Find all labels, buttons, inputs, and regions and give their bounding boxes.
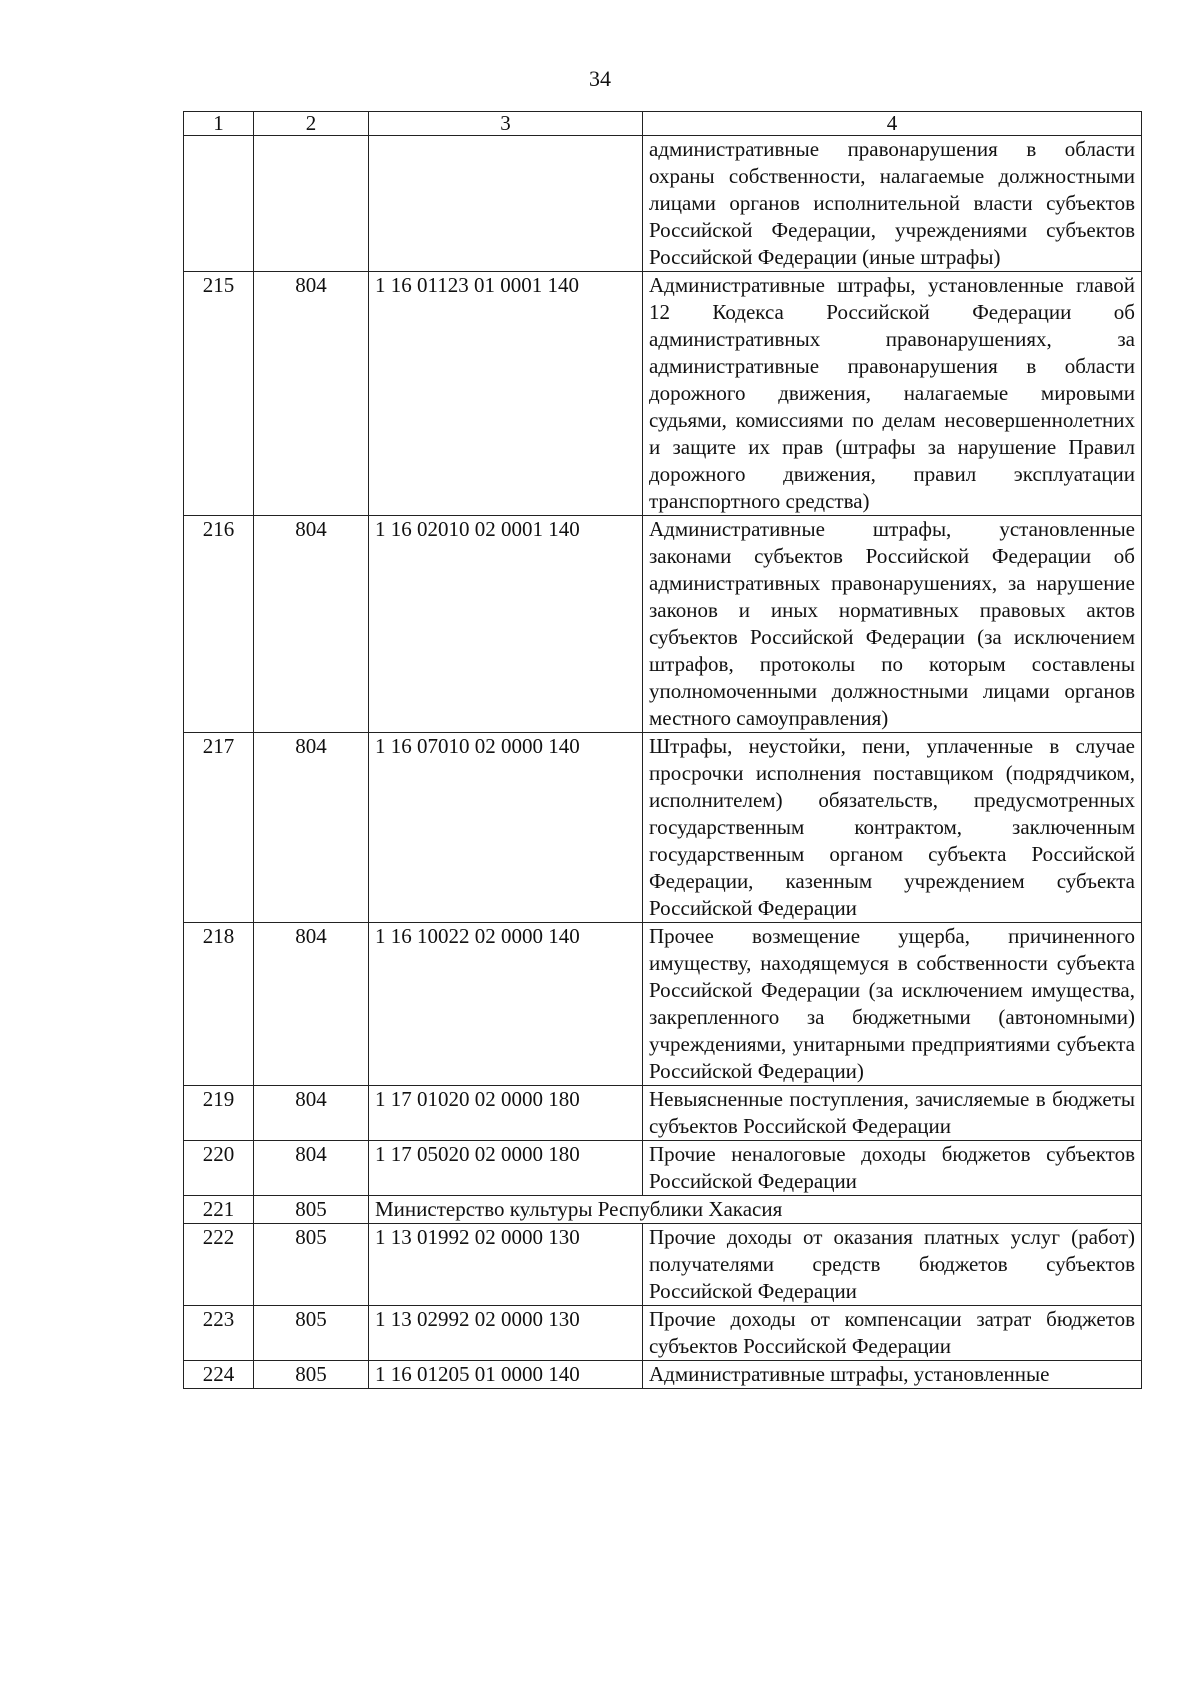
row-number-cell: 219 <box>184 1086 254 1141</box>
table-row <box>184 923 1142 1086</box>
description-cell: Прочее возмещение ущерба, причиненного имуществу, находящемуся в собственности субъекта Российской Федерации (за исключением имущества, закрепленного за бюджетными (автономными) учреждениями, унитарными предприятиями субъекта Российской Федерации) <box>643 923 1142 1086</box>
admin-code-cell: 805 <box>254 1196 369 1224</box>
column-header-3: 3 <box>369 112 643 136</box>
revenue-code-cell: 1 16 10022 02 0000 140 <box>369 923 643 1086</box>
admin-code-cell: 804 <box>254 733 369 923</box>
row-number-cell: 216 <box>184 516 254 733</box>
table-row <box>184 516 1142 733</box>
row-number-cell: 215 <box>184 272 254 516</box>
row-number-cell: 222 <box>184 1224 254 1306</box>
revenue-code-cell: 1 16 01205 01 0000 140 <box>369 1361 643 1389</box>
administrator-name-cell: Министерство культуры Республики Хакасия <box>369 1196 1142 1224</box>
budget-revenue-table <box>183 111 1142 1389</box>
table-row <box>184 733 1142 923</box>
column-header-4: 4 <box>643 112 1142 136</box>
revenue-code-cell: 1 13 02992 02 0000 130 <box>369 1306 643 1361</box>
description-cell: Административные штрафы, установленные <box>643 1361 1142 1389</box>
admin-code-cell <box>254 136 369 272</box>
description-cell: Прочие неналоговые доходы бюджетов субъектов Российской Федерации <box>643 1141 1142 1196</box>
description-cell: Административные штрафы, установленные главой 12 Кодекса Российской Федерации об административных правонарушениях, за административные правонарушения в области дорожного движения, налагаемые мировыми судьями, комиссиями по делам несовершеннолетних и защите их прав (штрафы за нарушение Правил дорожного движения, правил эксплуатации транспортного средства) <box>643 272 1142 516</box>
description-cell: Прочие доходы от компенсации затрат бюджетов субъектов Российской Федерации <box>643 1306 1142 1361</box>
table-row <box>184 1196 1142 1224</box>
table-row <box>184 272 1142 516</box>
revenue-code-cell: 1 16 02010 02 0001 140 <box>369 516 643 733</box>
table-header-row <box>184 112 1142 136</box>
description-cell: Прочие доходы от оказания платных услуг (работ) получателями средств бюджетов субъектов Российской Федерации <box>643 1224 1142 1306</box>
table-rows <box>184 272 1142 1389</box>
row-number-cell: 223 <box>184 1306 254 1361</box>
revenue-code-cell: 1 16 07010 02 0000 140 <box>369 733 643 923</box>
page-number: 34 <box>589 66 611 91</box>
column-header-2: 2 <box>254 112 369 136</box>
admin-code-cell: 805 <box>254 1361 369 1389</box>
description-cell: Административные штрафы, установленные законами субъектов Российской Федерации об административных правонарушениях, за нарушение законов и иных нормативных правовых актов субъектов Российской Федерации (за исключением штрафов, протоколы по которым составлены уполномоченными должностными лицами органов местного самоуправления) <box>643 516 1142 733</box>
row-number-cell: 220 <box>184 1141 254 1196</box>
admin-code-cell: 804 <box>254 516 369 733</box>
revenue-code-cell: 1 17 05020 02 0000 180 <box>369 1141 643 1196</box>
table-row <box>184 1086 1142 1141</box>
description-cell: Невыясненные поступления, зачисляемые в бюджеты субъектов Российской Федерации <box>643 1086 1142 1141</box>
table-row-continued <box>184 136 1142 272</box>
table-row <box>184 1141 1142 1196</box>
admin-code-cell: 804 <box>254 1086 369 1141</box>
admin-code-cell: 805 <box>254 1306 369 1361</box>
admin-code-cell: 805 <box>254 1224 369 1306</box>
description-cell: административные правонарушения в области охраны собственности, налагаемые должностными лицами органов исполнительной власти субъектов Российской Федерации, учреждениями субъектов Российской Федерации (иные штрафы) <box>643 136 1142 272</box>
admin-code-cell: 804 <box>254 1141 369 1196</box>
row-number-cell: 224 <box>184 1361 254 1389</box>
admin-code-cell: 804 <box>254 923 369 1086</box>
table-row <box>184 1224 1142 1306</box>
revenue-code-cell: 1 16 01123 01 0001 140 <box>369 272 643 516</box>
description-cell: Штрафы, неустойки, пени, уплаченные в случае просрочки исполнения поставщиком (подрядчиком, исполнителем) обязательств, предусмотренных государственным контрактом, заключенным государственным органом субъекта Российской Федерации, казенным учреждением субъекта Российской Федерации <box>643 733 1142 923</box>
column-header-1: 1 <box>184 112 254 136</box>
row-number-cell: 217 <box>184 733 254 923</box>
row-number-cell <box>184 136 254 272</box>
revenue-code-cell <box>369 136 643 272</box>
admin-code-cell: 804 <box>254 272 369 516</box>
table-row <box>184 1306 1142 1361</box>
row-number-cell: 221 <box>184 1196 254 1224</box>
row-number-cell: 218 <box>184 923 254 1086</box>
revenue-code-cell: 1 17 01020 02 0000 180 <box>369 1086 643 1141</box>
table-row <box>184 1361 1142 1389</box>
revenue-code-cell: 1 13 01992 02 0000 130 <box>369 1224 643 1306</box>
